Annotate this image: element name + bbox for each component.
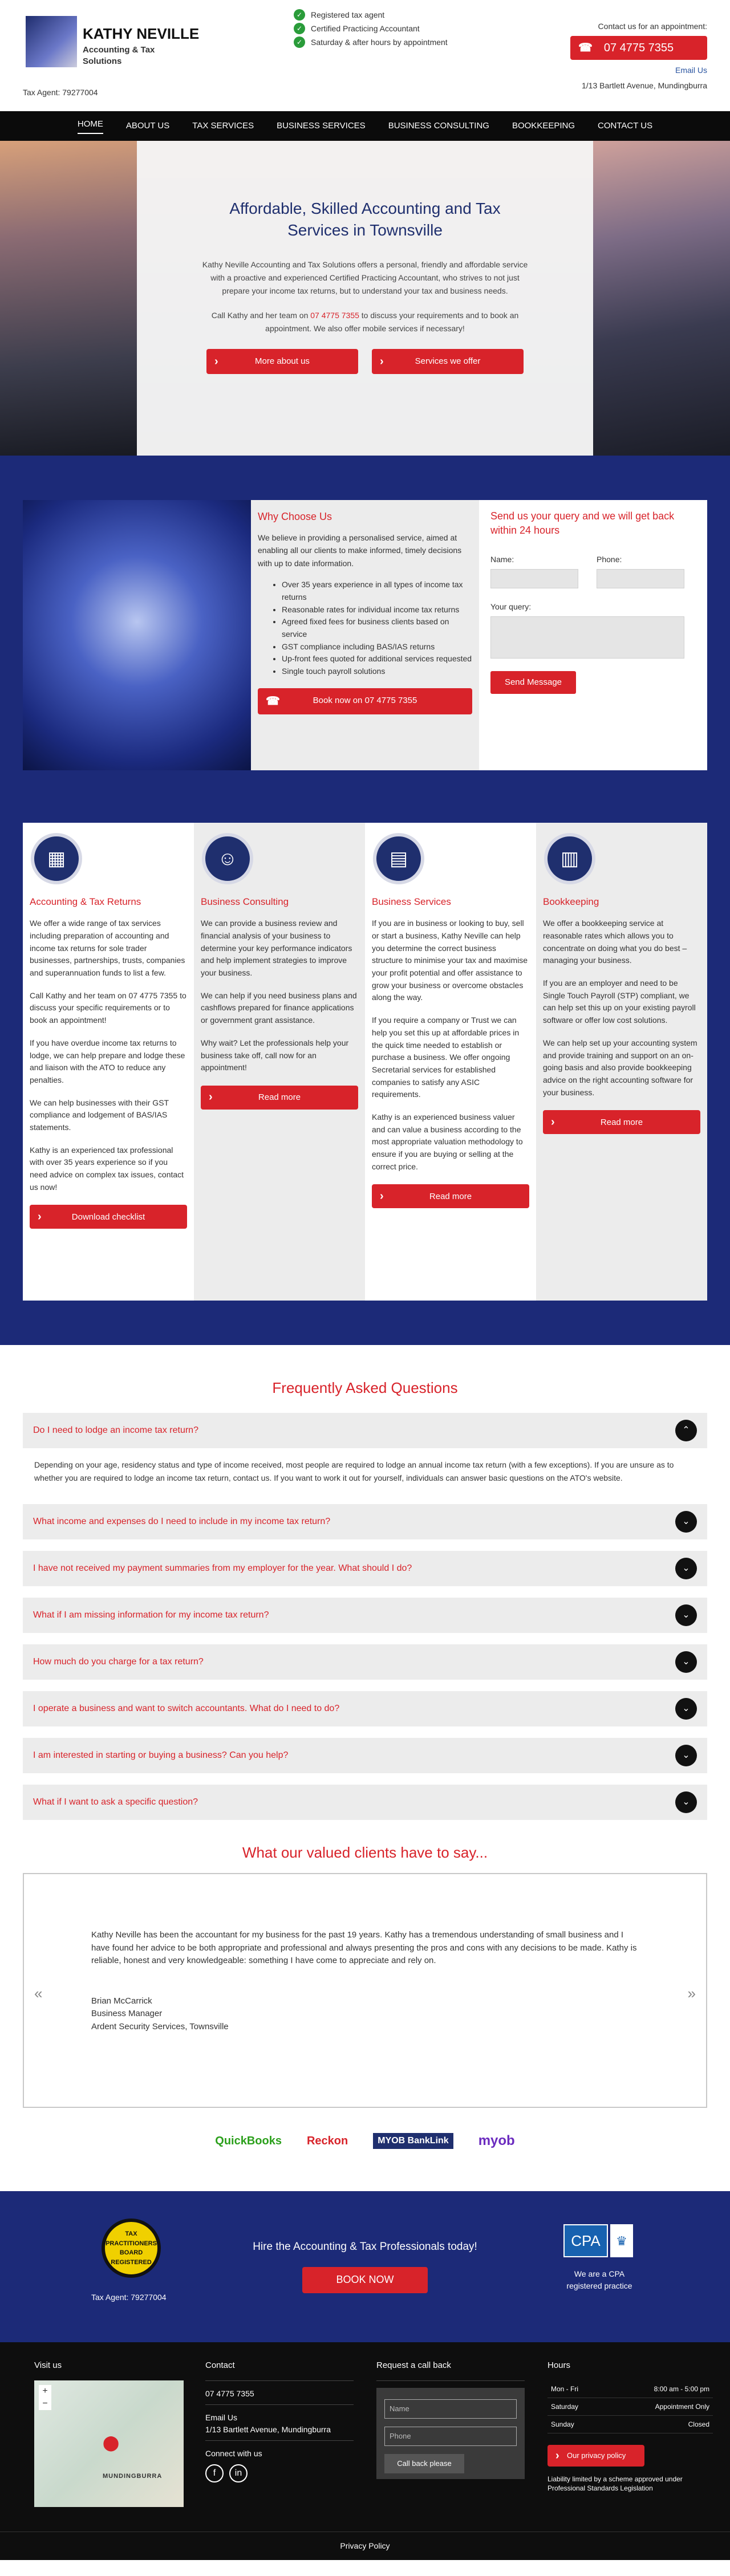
tax-agent-number: Tax Agent: 79277004 bbox=[23, 88, 98, 97]
faq-item[interactable]: I operate a business and want to switch accountants. What do I need to do? ⌄ bbox=[23, 1691, 707, 1726]
nav-contact[interactable]: CONTACT US bbox=[598, 120, 653, 131]
read-more-button[interactable]: › Read more bbox=[201, 1086, 358, 1110]
check-item: Saturday & after hours by appointment bbox=[311, 37, 448, 47]
cta-text: Hire the Accounting & Tax Professionals today! bbox=[253, 2241, 477, 2253]
hours-heading: Hours bbox=[548, 2360, 571, 2371]
faq-answer: Depending on your age, residency status and type of income received, most people are required to lodge an annual income tax return (with a few exceptions). If you are unsure as to whether you are required to lodge an income tax return, contact us. If you want to work it out for yourself, individuals can answer basic questions on the ATO's website. bbox=[34, 1460, 674, 1483]
callback-form bbox=[376, 2388, 525, 2479]
nav-business-consulting[interactable]: BUSINESS CONSULTING bbox=[388, 120, 489, 131]
logo-title[interactable]: KATHY NEVILLE bbox=[83, 25, 200, 42]
hero-call-text: Call Kathy and her team on 07 4775 7355 to discuss your requirements and to book an appointment. We also offer mobile services if necessary! bbox=[211, 310, 519, 333]
testimonial-card bbox=[23, 1873, 707, 2108]
service-text: If you have overdue income tax returns to lodge, we can help prepare and lodge these and liaison with the ATO to reduce any penalties. bbox=[30, 1038, 185, 1084]
nav-tax-services[interactable]: TAX SERVICES bbox=[192, 120, 254, 131]
testimonial-name: Brian McCarrick bbox=[91, 1996, 152, 2006]
ledger-icon: ▥ bbox=[544, 833, 595, 884]
linkedin-icon[interactable]: in bbox=[229, 2464, 248, 2482]
list-item: • GST compliance including BAS/IAS returns bbox=[282, 641, 472, 653]
contact-heading: Contact bbox=[205, 2360, 235, 2371]
phone-icon: ☎ bbox=[578, 42, 593, 54]
check-item: Registered tax agent bbox=[311, 10, 385, 19]
building-icon: ▤ bbox=[373, 833, 424, 884]
service-text: Kathy is an experienced business valuer and can value a business according to the most appropriate valuation methodology to ensure if you are buying or selling at the correct price. bbox=[372, 1112, 523, 1171]
phone-label: Phone: bbox=[597, 555, 622, 564]
quickbooks-logo: QuickBooks bbox=[215, 2135, 282, 2148]
check-icon: ✓ bbox=[294, 36, 305, 48]
visit-heading: Visit us bbox=[34, 2360, 62, 2371]
connect-label: Connect with us bbox=[205, 2448, 262, 2458]
book-now-cta-button[interactable]: BOOK NOW bbox=[302, 2267, 428, 2293]
liability-text: Liability limited by a scheme approved under Professional Standards Legislation bbox=[548, 2475, 683, 2493]
main-nav bbox=[0, 111, 730, 141]
footer-email[interactable]: Email Us bbox=[205, 2412, 238, 2422]
form-title: Send us your query and we will get back within 24 hours bbox=[490, 510, 675, 537]
contact-label: Contact us for an appointment: bbox=[598, 22, 707, 31]
check-icon: ✓ bbox=[294, 23, 305, 34]
service-accounting bbox=[23, 823, 194, 1301]
service-text: We can provide a business review and financial analysis of your business to determine your key performance indicators and help implement strategies to improve your business. bbox=[201, 919, 352, 978]
nav-business-services[interactable]: BUSINESS SERVICES bbox=[277, 120, 366, 131]
service-text: We can help set up your accounting system and provide training and support on an on-going basis and also provide bookkeeping advice on the right accounting software for your business. bbox=[543, 1038, 697, 1097]
service-consulting bbox=[194, 823, 365, 1301]
service-text: If you are in business or looking to buy, sell or start a business, Kathy Neville can help you determine the correct business structure to minimise your tax and maximise your profit potential and offer assistance to grow your business or overcome obstacles along the way. bbox=[372, 919, 528, 1002]
footer-phone[interactable]: 07 4775 7355 bbox=[205, 2388, 254, 2398]
query-form bbox=[479, 500, 707, 770]
location-map[interactable] bbox=[34, 2380, 184, 2507]
hero-intro: Kathy Neville Accounting and Tax Solutions offers a personal, friendly and affordable service with a proactive and experienced Certified Practicing Accountant, who strives to not just prepare your income tax returns, but to understand your tax and business needs. bbox=[202, 259, 528, 295]
list-item: • Reasonable rates for individual income tax returns bbox=[282, 604, 472, 616]
partner-logos bbox=[0, 2119, 730, 2163]
list-item: • Over 35 years experience in all types of income tax returns bbox=[282, 579, 472, 603]
callback-heading: Request a call back bbox=[376, 2360, 451, 2371]
testimonials-title: What our valued clients have to say... bbox=[242, 1844, 488, 1862]
service-title: Business Consulting bbox=[201, 896, 289, 907]
email-link[interactable]: Email Us bbox=[675, 66, 707, 75]
faq-title: Frequently Asked Questions bbox=[272, 1379, 458, 1396]
map-pin-icon[interactable]: ⬤ bbox=[103, 2433, 120, 2451]
hero-photo-right bbox=[593, 141, 730, 456]
list-item: • Single touch payroll solutions bbox=[282, 665, 472, 678]
cta-tax-agent: Tax Agent: 79277004 bbox=[91, 2293, 167, 2302]
services-section bbox=[0, 823, 730, 1345]
chevron-right-icon: › bbox=[38, 1210, 42, 1223]
faq-item[interactable]: What income and expenses do I need to include in my income tax return? ⌄ bbox=[23, 1504, 707, 1539]
next-arrow-icon[interactable]: » bbox=[687, 1985, 696, 2002]
service-text: We offer a wide range of tax services including preparation of accounting and income tax returns for sole trader businesses, partnerships, trusts, companies and superannuation funds to list a few. bbox=[30, 919, 185, 978]
map-suburb-label: MUNDINGBURRA bbox=[103, 2472, 163, 2480]
why-list bbox=[258, 579, 472, 678]
faq-section bbox=[0, 1345, 730, 1820]
service-bookkeeping bbox=[536, 823, 707, 1301]
chevron-down-icon[interactable]: ⌄ bbox=[675, 1651, 697, 1673]
logo-image[interactable] bbox=[26, 16, 77, 67]
service-business bbox=[365, 823, 536, 1301]
calculator-icon: ▦ bbox=[31, 833, 82, 884]
chevron-right-icon: › bbox=[380, 1189, 384, 1202]
why-intro: We believe in providing a personalised service, aimed at enabling all our clients to make informed, timely decisions with up to date information. bbox=[258, 533, 462, 568]
zoom-controls[interactable]: + − bbox=[39, 2385, 51, 2410]
name-label: Name: bbox=[490, 555, 514, 564]
hours-row: Mon - Fri 8:00 am - 5:00 pm bbox=[548, 2380, 713, 2398]
why-choose-us bbox=[251, 500, 479, 770]
tax-board-seal: TAX PRACTITIONERS BOARD REGISTERED bbox=[102, 2219, 161, 2278]
cpa-logo: CPA bbox=[563, 2224, 608, 2257]
callback-button[interactable]: Call back please bbox=[384, 2454, 464, 2473]
services-button[interactable]: › Services we offer bbox=[372, 349, 524, 374]
callback-phone-input[interactable]: Phone bbox=[384, 2427, 517, 2446]
service-text: Why wait? Let the professionals help your business take off, call now for an appointment! bbox=[201, 1038, 349, 1072]
header-address: 1/13 Bartlett Avenue, Mundingburra bbox=[581, 81, 707, 90]
why-section bbox=[0, 456, 730, 823]
privacy-policy-link[interactable]: Privacy Policy bbox=[0, 2532, 730, 2560]
phone-input[interactable] bbox=[597, 569, 684, 588]
send-message-button[interactable]: Send Message bbox=[490, 671, 576, 694]
myob-logo: myob bbox=[478, 2133, 515, 2149]
service-text: We can help if you need business plans and cashflows prepared for finance applications or government grant assistance. bbox=[201, 990, 357, 1025]
book-now-button[interactable]: ☎ Book now on 07 4775 7355 bbox=[258, 688, 472, 714]
site-footer bbox=[0, 2342, 730, 2560]
consulting-icon: ☺ bbox=[202, 833, 253, 884]
chevron-down-icon[interactable]: ⌄ bbox=[675, 1558, 697, 1579]
query-textarea[interactable] bbox=[490, 616, 684, 659]
chevron-down-icon[interactable]: ⌄ bbox=[675, 1745, 697, 1766]
chevron-down-icon[interactable]: ⌄ bbox=[675, 1511, 697, 1533]
phone-icon: ☎ bbox=[266, 694, 280, 708]
crest-icon: ♛ bbox=[610, 2224, 633, 2257]
hours-row: Saturday Appointment Only bbox=[548, 2398, 713, 2416]
testimonial-company: Ardent Security Services, Townsville bbox=[91, 2021, 229, 2031]
callback-name-input[interactable]: Name bbox=[384, 2399, 517, 2419]
facebook-icon[interactable]: f bbox=[205, 2464, 224, 2482]
hero-card bbox=[137, 141, 593, 456]
service-text: If you are an employer and need to be Single Touch Payroll (STP) compliant, we can help set this up on your existing payroll software or offer low cost solutions. bbox=[543, 978, 696, 1025]
name-input[interactable] bbox=[490, 569, 578, 588]
hours-row: Sunday Closed bbox=[548, 2416, 713, 2433]
chevron-right-icon: › bbox=[214, 355, 218, 368]
service-title: Business Services bbox=[372, 896, 451, 907]
nav-about[interactable]: ABOUT US bbox=[125, 120, 170, 131]
faq-item-open[interactable]: Do I need to lodge an income tax return? ⌃ bbox=[23, 1413, 707, 1448]
service-text: Kathy is an experienced tax professional with over 35 years experience so if you need advice on complex tax issues, contact us now! bbox=[30, 1145, 184, 1192]
check-item: Certified Practicing Accountant bbox=[311, 23, 420, 33]
testimonial-quote: Kathy Neville has been the accountant for my business for the past 19 years. Kathy has a tremendous understanding of small business and I have found her advice to be both appropriate and professional and always presenting the pros and cons with any decisions to be made. Kathy is reliable, honest and very knowledgeable: something I have come to appreciate and rely on. bbox=[91, 1930, 637, 1966]
hero-section bbox=[0, 141, 730, 456]
chevron-right-icon: › bbox=[380, 355, 384, 368]
list-item: • Up-front fees quoted for additional services requested bbox=[282, 653, 472, 665]
testimonial-role: Business Manager bbox=[91, 2009, 163, 2019]
cta-section bbox=[0, 2191, 730, 2342]
myob-banklink-logo: MYOB BankLink bbox=[373, 2133, 453, 2149]
chevron-right-icon: › bbox=[555, 2449, 559, 2462]
chevron-down-icon[interactable]: ⌄ bbox=[675, 1698, 697, 1720]
more-about-us-button[interactable]: › More about us bbox=[206, 349, 358, 374]
faq-item[interactable]: What if I want to ask a specific question? ⌄ bbox=[23, 1785, 707, 1820]
testimonials-section bbox=[0, 1831, 730, 2163]
chevron-up-icon[interactable]: ⌃ bbox=[675, 1420, 697, 1441]
service-text: Call Kathy and her team on 07 4775 7355 to discuss your specific requirements or to book an appointment! bbox=[30, 990, 186, 1025]
list-item: • Agreed fixed fees for business clients based on service bbox=[282, 616, 472, 640]
cpa-text: We are a CPA registered practice bbox=[566, 2269, 632, 2291]
faq-item[interactable]: How much do you charge for a tax return? ⌄ bbox=[23, 1644, 707, 1680]
logo-subtitle: Accounting & Tax Solutions bbox=[83, 45, 155, 67]
read-more-button[interactable]: › Read more bbox=[543, 1110, 700, 1134]
check-icon: ✓ bbox=[294, 9, 305, 21]
chevron-right-icon: › bbox=[551, 1115, 555, 1128]
service-text: We can help businesses with their GST compliance and lodgement of BAS/IAS statements. bbox=[30, 1098, 169, 1132]
read-more-button[interactable]: › Read more bbox=[372, 1184, 529, 1208]
service-title: Accounting & Tax Returns bbox=[30, 896, 141, 907]
prev-arrow-icon[interactable]: « bbox=[34, 1985, 43, 2002]
faq-item[interactable]: I have not received my payment summaries from my employer for the year. What should I do? ⌄ bbox=[23, 1551, 707, 1586]
hero-title: Affordable, Skilled Accounting and Tax Services in Townsville bbox=[229, 200, 501, 239]
hero-phone-link[interactable]: 07 4775 7355 bbox=[310, 310, 359, 320]
chevron-down-icon[interactable]: ⌄ bbox=[675, 1791, 697, 1813]
faq-item[interactable]: I am interested in starting or buying a business? Can you help? ⌄ bbox=[23, 1738, 707, 1773]
hero-photo-left bbox=[0, 141, 137, 456]
service-text: If you require a company or Trust we can help you set this up at affordable prices in the quick time needed to establish or purchase a business. We offer ongoing Secretarial services for established companies to satisfy any ASIC requirements. bbox=[372, 1015, 520, 1099]
puzzle-image bbox=[23, 500, 251, 770]
download-checklist-button[interactable]: › Download checklist bbox=[30, 1205, 187, 1229]
privacy-policy-button[interactable]: › Our privacy policy bbox=[548, 2445, 644, 2467]
nav-bookkeeping[interactable]: BOOKKEEPING bbox=[512, 120, 575, 131]
nav-home[interactable]: HOME bbox=[66, 111, 115, 141]
header-contact bbox=[570, 21, 707, 92]
site-header bbox=[0, 0, 730, 111]
chevron-down-icon[interactable]: ⌄ bbox=[675, 1604, 697, 1626]
chevron-right-icon: › bbox=[209, 1091, 213, 1104]
service-title: Bookkeeping bbox=[543, 896, 599, 907]
reckon-logo: Reckon bbox=[306, 2135, 348, 2148]
service-text: We offer a bookkeeping service at reasonable rates which allows you to concentrate on doing what you do best – managing your business. bbox=[543, 919, 687, 965]
why-title: Why Choose Us bbox=[258, 511, 332, 522]
faq-item[interactable]: What if I am missing information for my income tax return? ⌄ bbox=[23, 1598, 707, 1633]
query-label: Your query: bbox=[490, 602, 532, 612]
feature-checklist bbox=[294, 8, 448, 49]
phone-button[interactable]: ☎ 07 4775 7355 bbox=[570, 36, 707, 60]
footer-address: 1/13 Bartlett Avenue, Mundingburra bbox=[205, 2424, 331, 2434]
